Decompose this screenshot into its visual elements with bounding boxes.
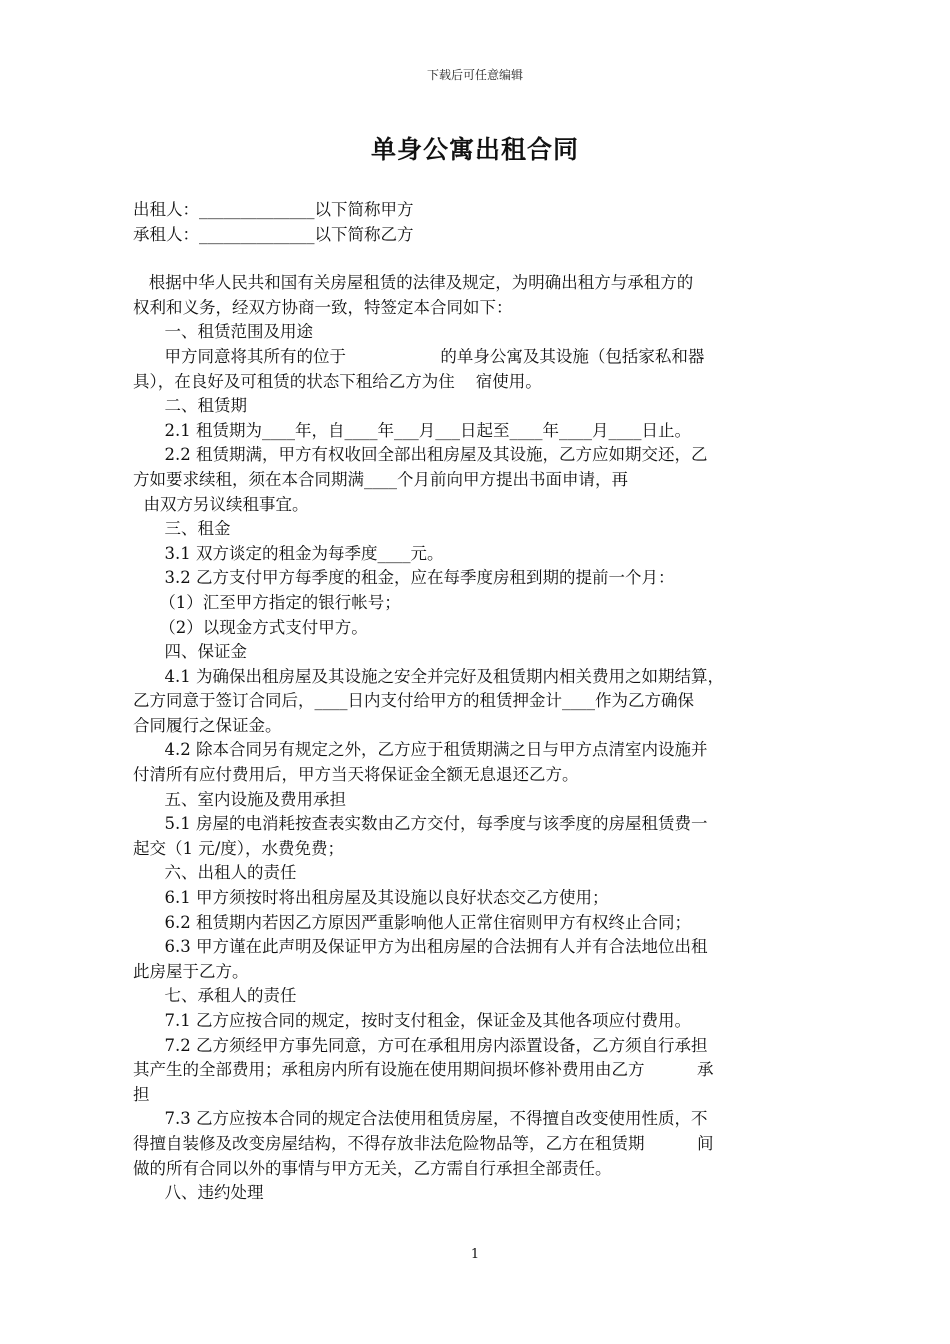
- contract-line: 2.2 租赁期满，甲方有权收回全部出租房屋及其设施，乙方应如期交还，乙: [133, 445, 708, 465]
- contract-line: 起交（1 元/度），水费免费；: [133, 838, 345, 858]
- contract-line: 付清所有应付费用后，甲方当天将保证金全额无息退还乙方。: [133, 765, 579, 785]
- contract-line: 一、租赁范围及用途: [133, 322, 313, 342]
- contract-line: 乙方同意于签订合同后，____日内支付给甲方的租赁押金计____作为乙方确保: [133, 691, 694, 711]
- document-title: 单身公寓出租合同: [370, 135, 579, 164]
- contract-line: 3.1 双方谈定的租金为每季度____元。: [133, 543, 444, 563]
- contract-line: 7.2 乙方须经甲方事先同意，方可在承租用房内添置设备，乙方须自行承担: [133, 1035, 708, 1055]
- contract-line: 6.2 租赁期内若因乙方原因严重影响他人正常住宿则甲方有权终止合同；: [133, 912, 691, 932]
- contract-line: 方如要求续租，须在本合同期满____个月前向甲方提出书面申请，再: [133, 469, 628, 489]
- contract-line: （2）以现金方式支付甲方。: [133, 617, 368, 637]
- contract-line: 做的所有合同以外的事情与甲方无关，乙方需自行承担全部责任。: [133, 1158, 612, 1178]
- contract-line: 根据中华人民共和国有关房屋租赁的法律及规定，为明确出租方与承租方的: [133, 273, 694, 293]
- contract-line: 六、出租人的责任: [133, 863, 297, 883]
- contract-line: 其产生的全部费用；承租房内所有设施在使用期间损坏修补费用由乙方 承: [133, 1060, 714, 1080]
- lessee-line: 承租人：______________以下简称乙方: [133, 224, 414, 244]
- contract-line: 6.3 甲方谨在此声明及保证甲方为出租房屋的合法拥有人并有合法地位出租: [133, 937, 708, 957]
- contract-line: 由双方另议续租事宜。: [133, 494, 309, 514]
- contract-line: 7.1 乙方应按合同的规定，按时支付租金，保证金及其他各项应付费用。: [133, 1011, 691, 1030]
- contract-line: 得擅自装修及改变房屋结构，不得存放非法危险物品等，乙方在租赁期 间: [133, 1133, 714, 1153]
- contract-line: 5.1 房屋的电消耗按查表实数由乙方交付，每季度与该季度的房屋租赁费一: [133, 814, 708, 834]
- contract-line: 具），在良好及可租赁的状态下租给乙方为住 宿使用。: [133, 371, 542, 391]
- contract-line: 2.1 租赁期为____年，自____年___月___日起至____年____月____日止。: [133, 420, 691, 440]
- contract-lines: [133, 271, 803, 1206]
- contract-line: 6.1 甲方须按时将出租房屋及其设施以良好状态交乙方使用；: [133, 888, 609, 908]
- contract-line: （1）汇至甲方指定的银行帐号；: [133, 592, 401, 612]
- contract-line: 此房屋于乙方。: [133, 961, 249, 981]
- contract-body: [133, 198, 803, 1206]
- contract-line: 八、违约处理: [133, 1183, 264, 1203]
- contract-line: 合同履行之保证金。: [133, 715, 282, 735]
- spacer: [133, 247, 803, 271]
- contract-line: 7.3 乙方应按本合同的规定合法使用租赁房屋，不得擅自改变使用性质，不: [133, 1109, 708, 1129]
- contract-line: 3.2 乙方支付甲方每季度的租金，应在每季度房租到期的提前一个月：: [133, 568, 675, 588]
- lessor-line: 出租人：______________以下简称甲方: [133, 200, 414, 219]
- header-note: 下载后可任意编辑: [426, 68, 523, 82]
- contract-line: 甲方同意将其所有的位于 的单身公寓及其设施（包括家私和器: [133, 346, 705, 366]
- contract-line: 五、室内设施及费用承担: [133, 789, 346, 809]
- contract-line: 4.2 除本合同另有规定之外，乙方应于租赁期满之日与甲方点清室内设施并: [133, 740, 708, 760]
- contract-line: 七、承租人的责任: [133, 986, 297, 1006]
- page-number: 1: [470, 1247, 480, 1262]
- contract-line: 二、租赁期: [133, 396, 247, 416]
- contract-line: 四、保证金: [133, 642, 247, 662]
- contract-line: 担: [133, 1084, 150, 1104]
- contract-line: 4.1 为确保出租房屋及其设施之安全并完好及租赁期内相关费用之如期结算，: [133, 666, 724, 686]
- contract-line: 权利和义务，经双方协商一致，特签定本合同如下：: [133, 297, 513, 317]
- contract-line: 三、租金: [133, 519, 231, 539]
